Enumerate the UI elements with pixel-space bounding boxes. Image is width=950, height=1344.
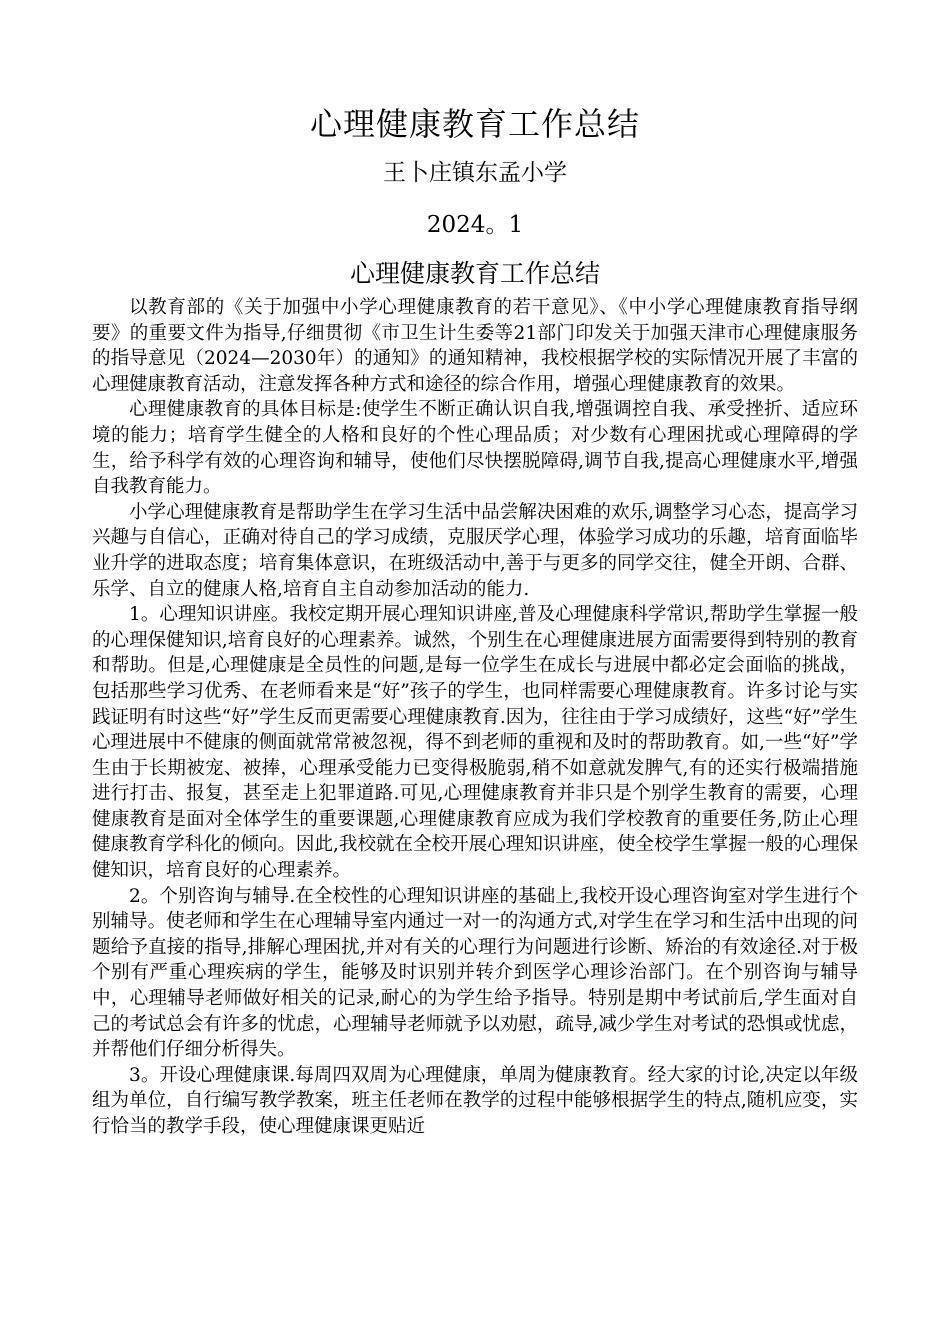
paragraph-item-2: 2。个别咨询与辅导.在全校性的心理知识讲座的基础上,我校开设心理咨询室对学生进行个别辅导。使老师和学生在心理辅导室内通过一对一的沟通方式,对学生在学习和生活中出现的问题给予直接的指导,排解心理困扰,并对有关的心理行为问题进行诊断、矫治的有效途径.对于极个别有严重心理疾病的学生，能够及时识别并转介到医学心理诊治部门。在个别咨询与辅导中，心理辅导老师做好相关的记录,耐心的为学生给予指导。特别是期中考试前后,学生面对自己的考试总会有许多的忧虑，心理辅导老师就予以劝慰，疏导,减少学生对考试的恐惧或忧虑，并帮他们仔细分析得失。 [92, 885, 858, 1061]
paragraph-purpose: 小学心理健康教育是帮助学生在学习生活中品尝解决困难的欢乐,调整学习心态，提高学习兴趣与自信心，正确对待自己的学习成绩，克服厌学心理，体验学习成功的乐趣，培育面临毕业升学的进取态度；培育集体意识，在班级活动中,善于与更多的同学交往，健全开朗、合群、乐学、自立的健康人格,培育自主自动参加活动的能力. [92, 501, 858, 600]
section-title: 心理健康教育工作总结 [349, 259, 600, 288]
document-body [92, 295, 858, 1140]
paragraph-goals: 心理健康教育的具体目标是:使学生不断正确认识自我,增强调控自我、承受挫折、适应环境的能力；培育学生健全的人格和良好的个性心理品质；对少数有心理困扰或心理障碍的学生，给予科学有效的心理咨询和辅导，使他们尽快摆脱障碍,调节自我,提高心理健康水平,增强自我教育能力。 [92, 399, 858, 498]
document-date: 2024。1 [426, 212, 524, 238]
school-name: 王卜庄镇东孟小学 [383, 160, 567, 186]
paragraph-item-1: 1。心理知识讲座。我校定期开展心理知识讲座,普及心理健康科学常识,帮助学生掌握一般的心理保健知识,培育良好的心理素养。诚然，个别生在心理健康进展方面需要得到特别的教育和帮助。但是,心理健康是全员性的问题,是每一位学生在成长与进展中都必定会面临的挑战，包括那些学习优秀、在老师看来是“好”孩子的学生，也同样需要心理健康教育。许多讨论与实践证明有时这些“好”学生反而更需要心理健康教育.因为，往往由于学习成绩好，这些“好”学生心理进展中不健康的侧面就常常被忽视，得不到老师的重视和及时的帮助教育。如,一些“好”学生由于长期被宠、被捧，心理承受能力已变得极脆弱,稍不如意就发脾气,有的还实行极端措施进行打击、报复，甚至走上犯罪道路.可见,心理健康教育并非只是个别学生教育的需要，心理健康教育是面对全体学生的重要课题,心理健康教育应成为我们学校教育的重要任务,防止心理健康教育学科化的倾向。因此,我校就在全校开展心理知识讲座，使全校学生掌握一般的心理保健知识，培育良好的心理素养。 [92, 604, 858, 882]
document-title: 心理健康教育工作总结 [309, 105, 640, 143]
paragraph-intro: 以教育部的《关于加强中小学心理健康教育的若干意见》、《中小学心理健康教育指导纲要》的重要文件为指导,仔细贯彻《市卫生计生委等21部门印发关于加强天津市心理健康服务的指导意见（2024—2030年）的通知》的通知精神，我校根据学校的实际情况开展了丰富的心理健康教育活动，注意发挥各种方式和途径的综合作用，增强心理健康教育的效果。 [92, 297, 858, 395]
paragraph-item-3: 3。开设心理健康课.每周四双周为心理健康，单周为健康教育。经大家的讨论,决定以年级组为单位，自行编写教学教案，班主任老师在教学的过程中能够根据学生的特点,随机应变，实行恰当的教学手段，使心理健康课更贴近 [92, 1064, 858, 1137]
